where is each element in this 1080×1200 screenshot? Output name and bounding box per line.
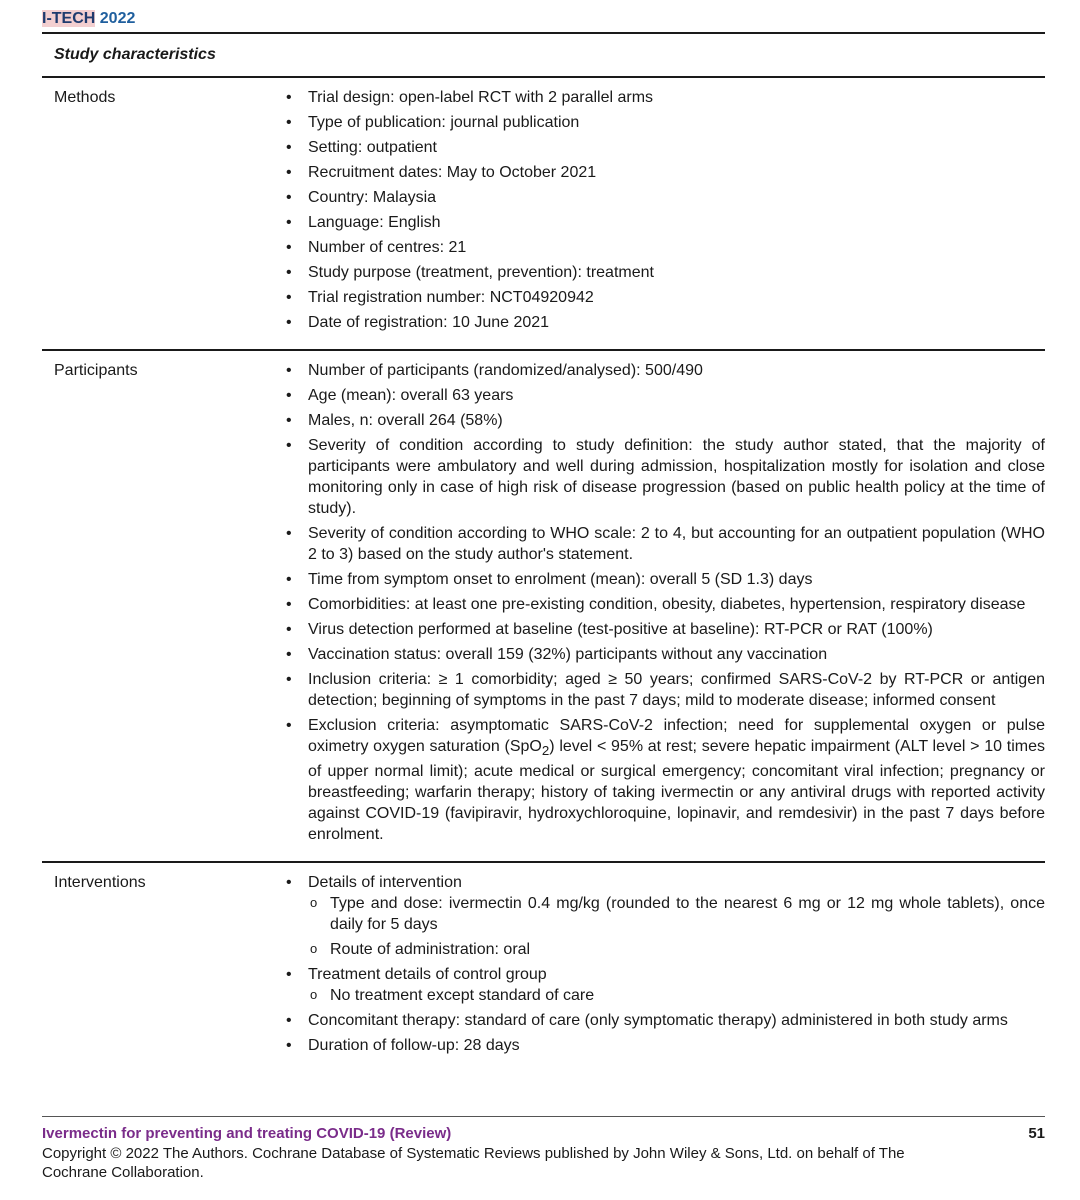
list-item: • Language: English — [308, 212, 1045, 233]
study-id-link[interactable]: I-TECH — [42, 10, 96, 27]
list-item: • Severity of condition according to WHO scale: 2 to 4, but accounting for an outpatient population (WHO 2 to 3) based on the study author's statement. — [308, 523, 1045, 565]
list-item: • Date of registration: 10 June 2021 — [308, 312, 1045, 333]
list-item: • Duration of follow-up: 28 days — [308, 1035, 1045, 1056]
list-item: • Severity of condition according to study definition: the study author stated, that the majority of participants were ambulatory and well during admission, hospitalization mostly for isolation and close monitoring only in case of high risk of disease progression (based on public health policy at the time of study). — [308, 435, 1045, 519]
section-participants — [42, 351, 1045, 861]
study-id-heading — [42, 8, 1045, 32]
methods-list — [276, 87, 1045, 337]
list-item: • Vaccination status: overall 159 (32%) participants without any vaccination — [308, 644, 1045, 665]
section-methods — [42, 78, 1045, 349]
list-item — [308, 964, 1045, 1006]
participants-list — [276, 360, 1045, 849]
list-item: • Study purpose (treatment, prevention): treatment — [308, 262, 1045, 283]
page-footer — [42, 1116, 1045, 1182]
list-item: • Type of publication: journal publication — [308, 112, 1045, 133]
list-item: • Country: Malaysia — [308, 187, 1045, 208]
list-item: • Concomitant therapy: standard of care (only symptomatic therapy) administered in both study arms — [308, 1010, 1045, 1031]
list-item: • Males, n: overall 264 (58%) — [308, 410, 1045, 431]
list-item: • Inclusion criteria: ≥ 1 comorbidity; aged ≥ 50 years; confirmed SARS-CoV-2 by RT-PCR or antigen detection; beginning of symptoms in the past 7 days; mild to moderate disease; informed consent — [308, 669, 1045, 711]
copyright-text: Copyright © 2022 The Authors. Cochrane Database of Systematic Reviews published by John Wiley & Sons, Ltd. on behalf of The Cochrane Collaboration. — [42, 1145, 905, 1181]
list-item: • Setting: outpatient — [308, 137, 1045, 158]
section-interventions — [42, 863, 1045, 1068]
list-item: • Age (mean): overall 63 years — [308, 385, 1045, 406]
list-item: • Recruitment dates: May to October 2021 — [308, 162, 1045, 183]
list-item: • Number of centres: 21 — [308, 237, 1045, 258]
sub-item: o Route of administration: oral — [330, 939, 1045, 960]
exclusion-text-rest: ) level < 95% at rest; severe hepatic impairment (ALT level > 10 times of upper normal limit); acute medical or surgical emergency; concomitant viral infection; pregnancy or breastfeeding; warfarin therapy; history of taking ivermectin or any antiviral drugs with reported activity against COVID-19 (favipiravir, hydroxychloroquine, lopinavir, and remdesivir) in the past 7 days before enrolment. — [308, 738, 1045, 844]
sub-list — [308, 985, 1045, 1006]
section-label: Methods — [54, 89, 116, 106]
sub-list — [308, 893, 1045, 960]
page-number: 51 — [1028, 1125, 1045, 1142]
subscript: 2 — [541, 743, 550, 759]
list-item: • Number of participants (randomized/analysed): 500/490 — [308, 360, 1045, 381]
intervention-title: Details of intervention — [308, 874, 462, 892]
list-item — [308, 872, 1045, 960]
sub-item: o Type and dose: ivermectin 0.4 mg/kg (rounded to the nearest 6 mg or 12 mg whole tablets), once daily for 5 days — [330, 893, 1045, 935]
list-item: • Comorbidities: at least one pre-existing condition, obesity, diabetes, hypertension, respiratory disease — [308, 594, 1045, 615]
control-title: Treatment details of control group — [308, 966, 547, 984]
exclusion-text: Exclusion criteria: asymptomatic SARS-CoV-2 infection; need for supplemental oxygen or pulse oximetry oxygen saturation (SpO — [308, 717, 1045, 755]
footer-row — [42, 1124, 1045, 1144]
sub-item: o No treatment except standard of care — [330, 985, 1045, 1006]
document-page — [42, 8, 1045, 1068]
list-item: • Trial registration number: NCT04920942 — [308, 287, 1045, 308]
interventions-list — [276, 872, 1045, 1060]
list-item-exclusion — [308, 715, 1045, 845]
table-heading: Study characteristics — [54, 46, 216, 63]
section-label: Participants — [54, 362, 138, 379]
list-item: • Virus detection performed at baseline (test-positive at baseline): RT-PCR or RAT (100%) — [308, 619, 1045, 640]
section-label: Interventions — [54, 874, 146, 892]
study-year: 2022 — [95, 10, 136, 27]
list-item: • Time from symptom onset to enrolment (mean): overall 5 (SD 1.3) days — [308, 569, 1045, 590]
list-item: • Trial design: open-label RCT with 2 parallel arms — [308, 87, 1045, 108]
review-title-link[interactable]: Ivermectin for preventing and treating COVID-19 (Review) — [42, 1125, 452, 1142]
